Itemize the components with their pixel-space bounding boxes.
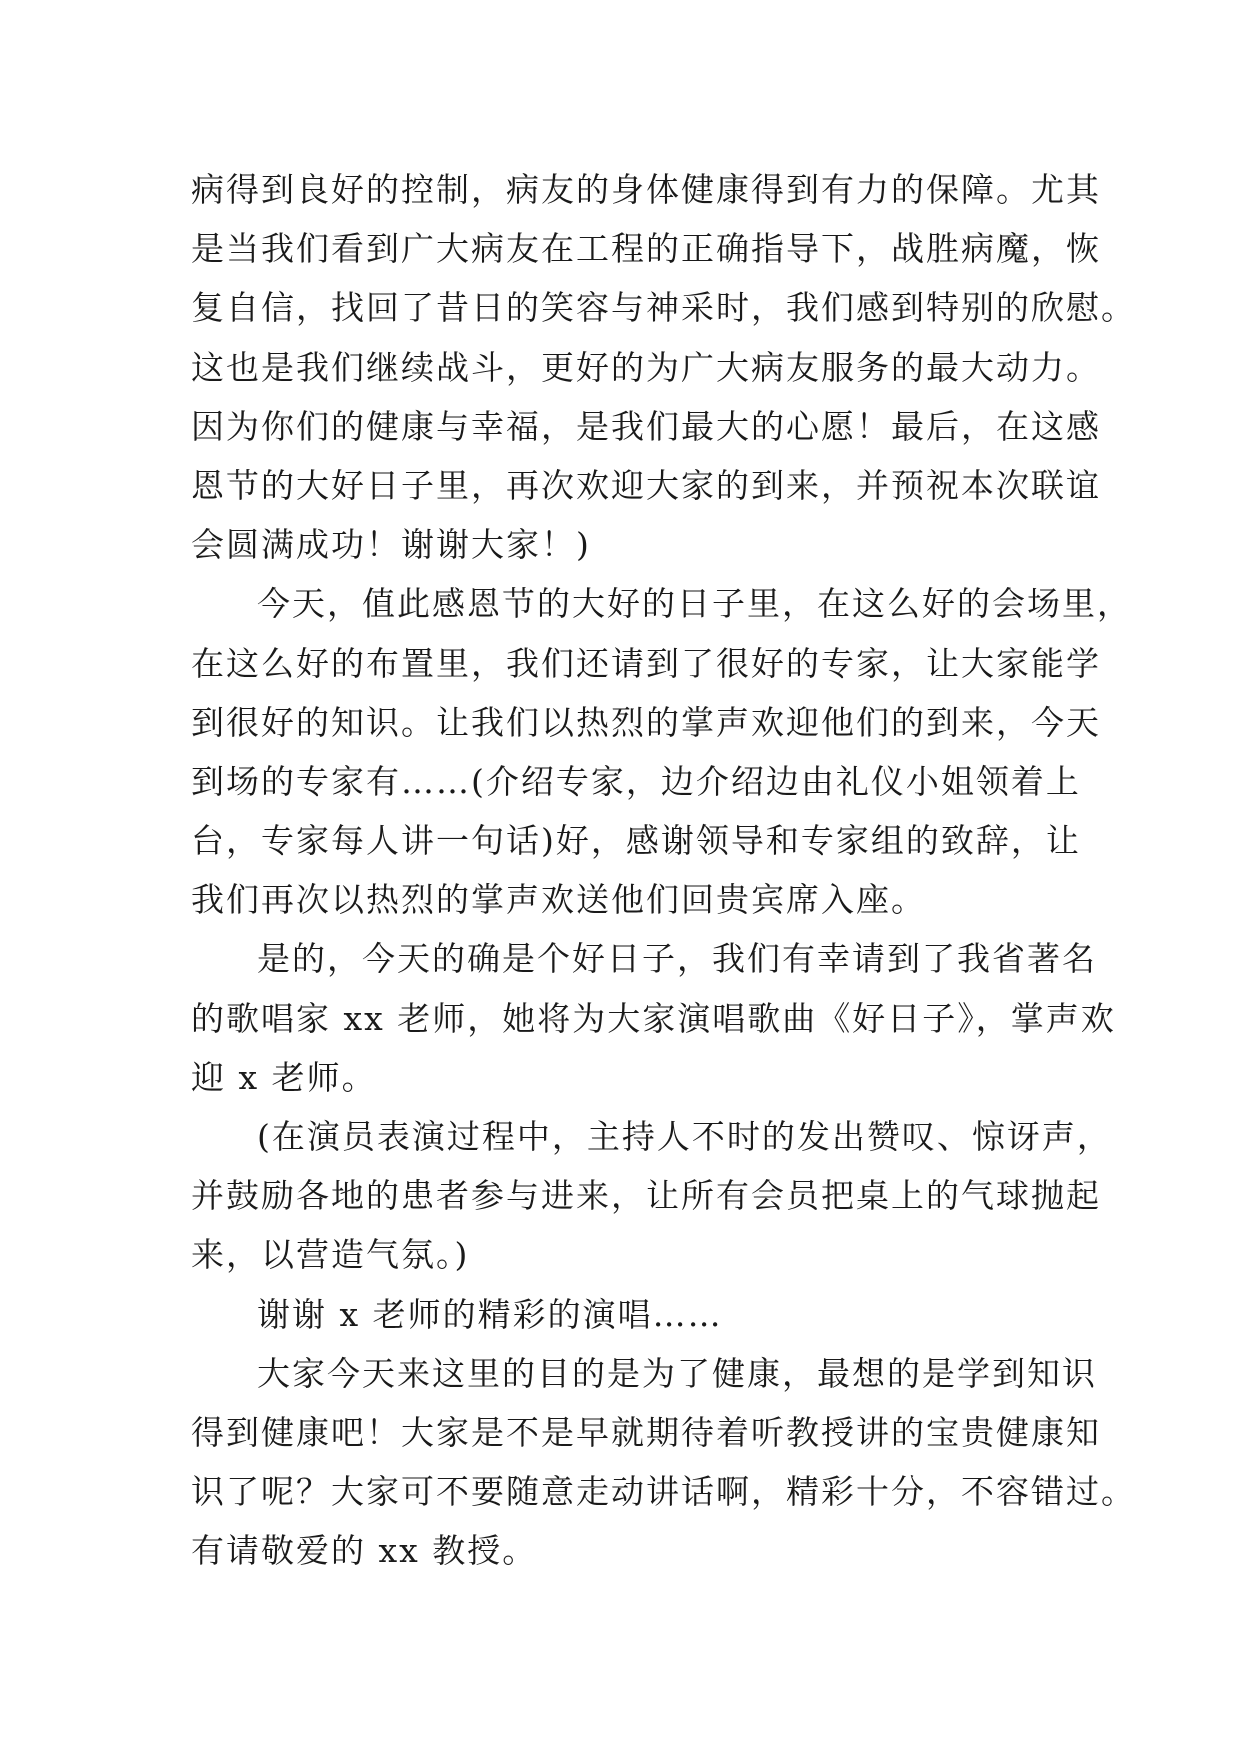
text-line: 病得到良好的控制，病友的身体健康得到有力的保障。尤其: [191, 170, 1101, 209]
text-line: 的歌唱家 xx 老师，她将为大家演唱歌曲《好日子》，掌声欢: [191, 998, 1116, 1038]
paragraph-first-line: 谢谢 x 老师的精彩的演唱……: [257, 1294, 723, 1334]
text-line: 会圆满成功！谢谢大家！): [191, 525, 591, 565]
text-line: 迎 x 老师。: [191, 1057, 377, 1097]
body-text: [191, 160, 1136, 1581]
text-line: 识了呢？大家可不要随意走动讲话啊，精彩十分，不容错过。: [191, 1472, 1136, 1512]
text-line: 这也是我们继续战斗，更好的为广大病友服务的最大动力。: [191, 347, 1101, 387]
text-line: 在这么好的布置里，我们还请到了很好的专家，让大家能学: [191, 643, 1101, 683]
text-line: 到场的专家有……(介绍专家，边介绍边由礼仪小姐领着上: [191, 761, 1081, 801]
text-line: 我们再次以热烈的掌声欢送他们回贵宾席入座。: [191, 880, 926, 920]
text-line: 有请敬爱的 xx 教授。: [191, 1531, 538, 1571]
text-line: 是当我们看到广大病友在工程的正确指导下，战胜病魔，恢: [191, 229, 1101, 269]
text-line: 恩节的大好日子里，再次欢迎大家的到来，并预祝本次联谊: [191, 465, 1101, 505]
text-line: 得到健康吧！大家是不是早就期待着听教授讲的宝贵健康知: [191, 1412, 1101, 1452]
text-line: 因为你们的健康与幸福，是我们最大的心愿！最后，在这感: [191, 406, 1101, 446]
text-line: 并鼓励各地的患者参与进来，让所有会员把桌上的气球抛起: [191, 1176, 1101, 1216]
text-line: 到很好的知识。让我们以热烈的掌声欢迎他们的到来，今天: [191, 702, 1101, 742]
paragraph-first-line: 是的，今天的确是个好日子，我们有幸请到了我省著名: [257, 939, 1097, 979]
paragraph-first-line: (在演员表演过程中，主持人不时的发出赞叹、惊讶声，: [257, 1117, 1112, 1156]
paragraph-first-line: 大家今天来这里的目的是为了健康，最想的是学到知识: [257, 1353, 1097, 1393]
text-line: 复自信，找回了昔日的笑容与神采时，我们感到特别的欣慰。: [191, 288, 1136, 328]
text-line: 来，以营造气氛。): [191, 1235, 470, 1275]
text-line: 台，专家每人讲一句话)好，感谢领导和专家组的致辞，让: [191, 821, 1081, 861]
paragraph-first-line: 今天，值此感恩节的大好的日子里，在这么好的会场里，: [257, 584, 1132, 624]
